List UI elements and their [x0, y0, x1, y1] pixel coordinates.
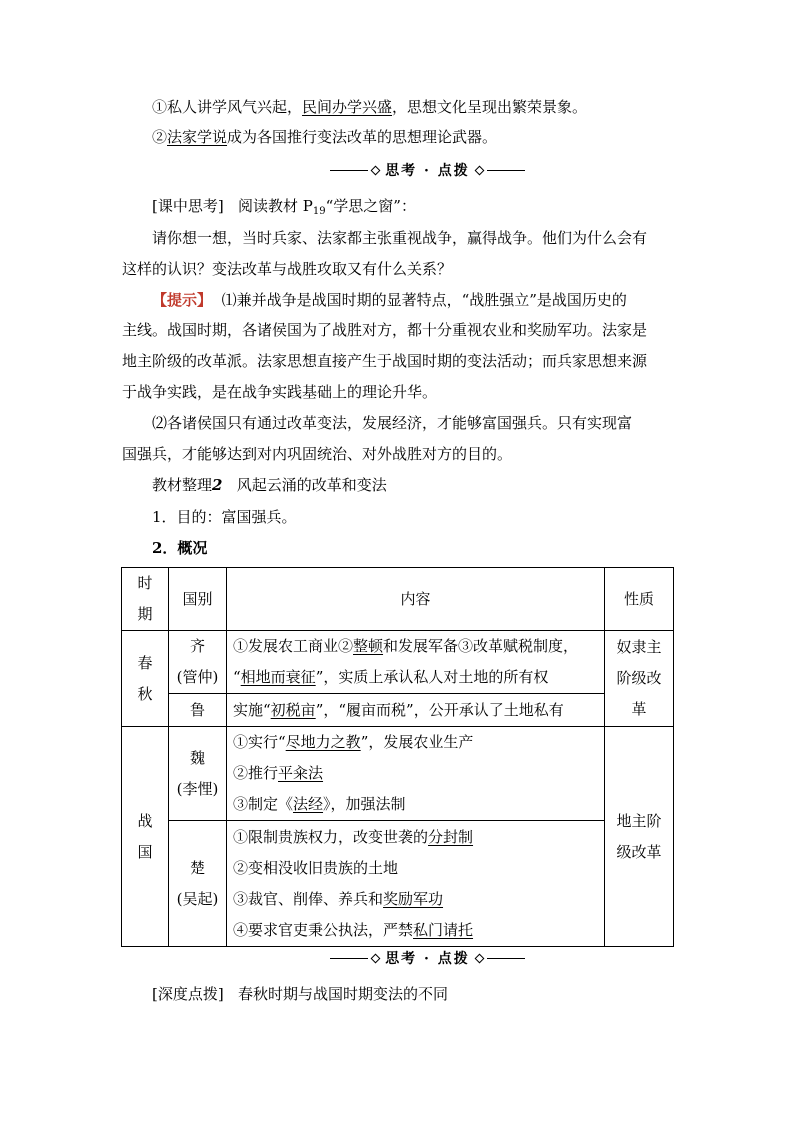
think-question-2: 这样的认识？变法改革与战胜攻取又有什么关系？: [122, 260, 453, 278]
divider-rule: [487, 958, 525, 959]
hint-line-4: 于战争实践，是在战争实践基础上的理论升华。: [122, 383, 438, 401]
section-item-1: 1．目的：富国强兵。: [152, 508, 297, 526]
header-content: 内容: [227, 568, 605, 631]
think-line: [课中思考] 阅读教材 $P_{19}“$学思之窗”：: [152, 197, 416, 217]
table-row: [122, 694, 674, 727]
hint-line-1: 【提示】 ⑴兼并战争是战国时期的显著特点，“战胜强立”是战国历史的: [152, 291, 627, 309]
content-lu: 实施“初税亩”，“履亩而税”，公开承认了土地私有: [227, 694, 605, 727]
divider-label: 思考 · 点拨: [385, 951, 470, 967]
section-item-2: 2．概况: [152, 539, 208, 557]
intro-line-1: ①私人讲学风气兴起，民间办学兴盛，思想文化呈现出繁荣景象。: [152, 98, 588, 116]
content-wei: ①实行“尽地力之教”，发展农业生产 ②推行平籴法 ③制定《法经》，加强法制: [227, 727, 605, 821]
section-divider-1: [330, 160, 525, 180]
table-header-row: [122, 568, 674, 631]
content-chu: ①限制贵族权力，改变世袭的分封制 ②变相没收旧贵族的土地 ③裁官、削俸、养兵和奖励军功 ④要求官吏秉公执法，严禁私门请托: [227, 821, 605, 947]
nature-zhanguo: 地主阶 级改革: [605, 727, 674, 947]
intro-line-2: ②法家学说成为各国推行变法改革的思想理论武器。: [152, 128, 498, 146]
header-nature: 性质: [605, 568, 674, 631]
think-question-1: 请你想一想，当时兵家、法家都主张重视战争，赢得战争。他们为什么会有: [152, 229, 648, 247]
hint-line-6: 国强兵，才能够达到对内巩固统治、对外战胜对方的目的。: [122, 445, 513, 463]
header-period: 时 期: [122, 568, 169, 631]
deep-label: [深度点拨]: [152, 985, 224, 1003]
country-lu: 鲁: [169, 694, 227, 727]
table-row: [122, 821, 674, 947]
hint-label: 【提示】: [152, 291, 213, 309]
table-row: [122, 727, 674, 821]
period-zhanguo: 战 国: [122, 727, 169, 947]
diamond-icon: [474, 953, 484, 963]
hint-line-3: 地主阶级的改革派。法家思想直接产生于战国时期的变法活动；而兵家思想来源: [122, 352, 648, 370]
table-row: [122, 631, 674, 694]
hint-line-2: 主线。战国时期，各诸侯国为了战胜对方，都十分重视农业和奖励军功。法家是: [122, 321, 648, 339]
section-divider-2: [330, 948, 525, 968]
hint-line-5: ⑵各诸侯国只有通过改革变法，发展经济，才能够富国强兵。只有实现富: [152, 414, 633, 432]
section-heading: 教材整理2 风起云涌的改革和变法: [152, 476, 387, 494]
country-wei: 魏 (李悝): [169, 727, 227, 821]
header-country: 国别: [169, 568, 227, 631]
divider-label: 思考 · 点拨: [385, 163, 470, 179]
divider-rule: [330, 958, 368, 959]
diamond-icon: [371, 953, 381, 963]
reform-table: [121, 567, 674, 947]
deep-line: [深度点拨] 春秋时期与战国时期变法的不同: [152, 985, 449, 1003]
country-chu: 楚 (吴起): [169, 821, 227, 947]
underlined-term: 民间办学兴盛: [302, 98, 393, 116]
think-label: [课中思考]: [152, 197, 224, 215]
divider-rule: [487, 170, 525, 171]
country-qi: 齐 (管仲): [169, 631, 227, 694]
divider-rule: [330, 170, 368, 171]
period-chunqiu: 春 秋: [122, 631, 169, 727]
underlined-term: 法家学说: [167, 128, 228, 146]
nature-chunqiu: 奴隶主 阶级改 革: [605, 631, 674, 727]
diamond-icon: [474, 165, 484, 175]
content-qi: ①发展农工商业②整顿和发展军备③改革赋税制度， “相地而衰征”，实质上承认私人对土地的所有权: [227, 631, 605, 694]
diamond-icon: [371, 165, 381, 175]
